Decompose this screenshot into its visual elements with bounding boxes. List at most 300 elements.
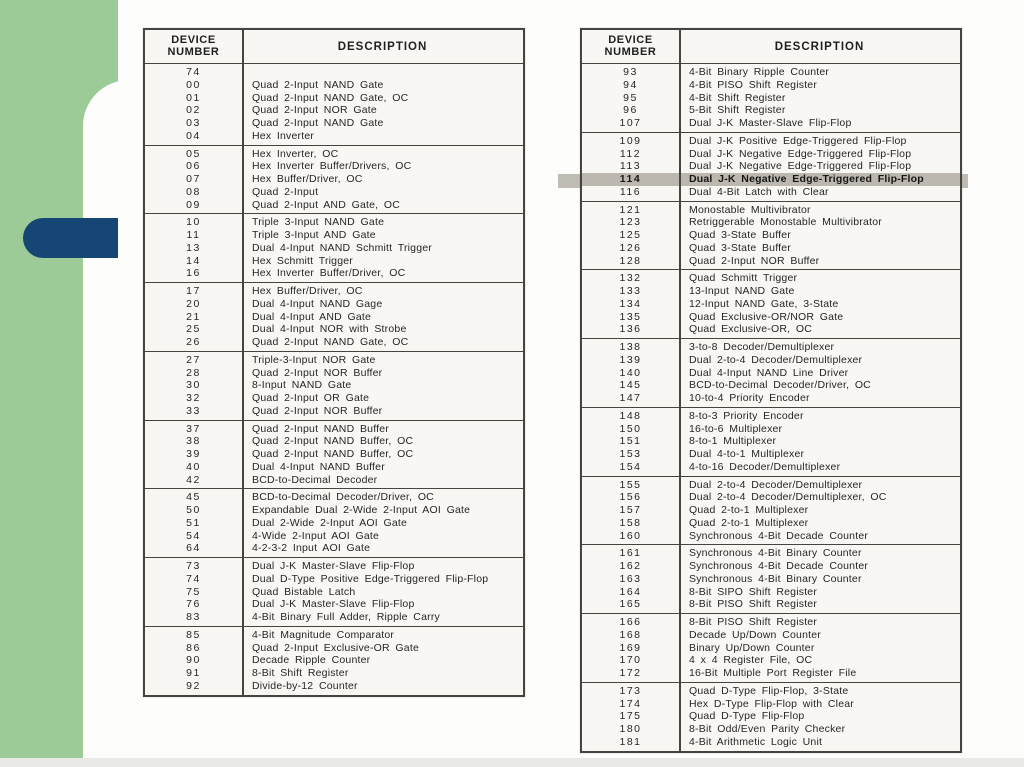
device-number: 160 — [619, 529, 642, 542]
table-row — [145, 435, 523, 448]
device-group — [145, 282, 523, 351]
device-description: Dual D-Type Positive Edge-Triggered Flip-Flop — [252, 572, 489, 585]
device-description: Quad D-Type Flip-Flop, 3-State — [689, 684, 849, 697]
device-description: Quad 2-Input NAND Buffer, OC — [252, 448, 414, 460]
device-description: 8-Input NAND Gate — [252, 379, 352, 392]
device-number: 138 — [619, 341, 642, 353]
device-group — [145, 213, 523, 282]
device-number: 02 — [186, 104, 201, 117]
device-description: 8-to-1 Multiplexer — [689, 435, 777, 448]
table-row — [582, 461, 960, 474]
device-description: Hex Inverter, OC — [252, 147, 339, 160]
table-row — [145, 504, 523, 517]
table-row — [582, 186, 960, 199]
device-description: 8-Bit PISO Shift Register — [689, 598, 818, 611]
device-description: Quad 2-Input NAND Buffer — [252, 422, 390, 435]
table-row — [145, 367, 523, 380]
table-row — [582, 323, 960, 336]
table-row — [145, 560, 523, 573]
device-group — [582, 544, 960, 613]
device-number: 121 — [619, 203, 642, 216]
device-description: Dual J-K Positive Edge-Triggered Flip-Flop — [689, 134, 907, 147]
device-number: 132 — [619, 272, 642, 285]
device-number: 109 — [619, 134, 642, 147]
device-description: Quad 2-Input AND Gate, OC — [252, 198, 401, 211]
device-number: 50 — [186, 504, 201, 516]
device-number: 161 — [619, 547, 642, 560]
device-number: 04 — [186, 129, 201, 142]
device-group — [145, 557, 523, 626]
table-header — [145, 30, 523, 64]
device-description: Retriggerable Monostable Multivibrator — [689, 216, 882, 229]
device-number: 06 — [186, 160, 201, 173]
device-description: Quad 2-Input NOR Buffer — [689, 254, 820, 267]
table-row — [145, 285, 523, 298]
device-number: 166 — [619, 616, 642, 628]
table-row — [145, 323, 523, 336]
device-description: Dual J-K Master-Slave Flip-Flop — [689, 117, 852, 129]
table-row — [582, 272, 960, 285]
device-description: 4-Bit Shift Register — [689, 91, 786, 104]
table-row — [145, 79, 523, 92]
device-description: 8-Bit Shift Register — [252, 667, 349, 679]
table-row — [582, 311, 960, 324]
table-row — [582, 135, 960, 148]
table-row — [582, 173, 960, 186]
table-row — [582, 530, 960, 543]
device-description: Synchronous 4-Bit Binary Counter — [689, 572, 862, 585]
table-row — [145, 66, 523, 79]
table-row — [145, 573, 523, 586]
device-number: 133 — [619, 285, 642, 297]
device-number: 33 — [186, 404, 201, 417]
table-row — [145, 586, 523, 599]
device-number: 125 — [619, 229, 642, 241]
device-number: 169 — [619, 641, 642, 654]
table-row — [582, 667, 960, 680]
description-header: DESCRIPTION — [337, 40, 428, 53]
device-number: 74 — [186, 66, 201, 78]
table-row — [145, 160, 523, 173]
table-row — [145, 311, 523, 324]
device-description: Hex Inverter Buffer/Driver, OC — [252, 267, 406, 280]
table-row — [145, 654, 523, 667]
device-description: Dual 2-to-4 Decoder/Demultiplexer — [689, 478, 863, 491]
device-description: 8-to-3 Priority Encoder — [689, 409, 804, 422]
device-number: 28 — [186, 366, 201, 379]
table-row — [145, 354, 523, 367]
device-number: 162 — [619, 560, 642, 572]
device-description: Dual 4-Input NAND Schmitt Trigger — [252, 241, 432, 254]
device-number: 107 — [619, 117, 642, 129]
table-row — [145, 92, 523, 105]
device-description: Quad 2-Input NAND Buffer, OC — [252, 435, 414, 448]
table-row — [582, 435, 960, 448]
table-row — [582, 547, 960, 560]
device-number: 158 — [619, 516, 642, 529]
device-number: 07 — [186, 173, 201, 185]
device-number: 20 — [186, 297, 201, 310]
device-description: Quad D-Type Flip-Flop — [689, 710, 805, 723]
device-number: 123 — [619, 216, 642, 229]
device-description: Dual J-K Negative Edge-Triggered Flip-Flop — [689, 147, 912, 160]
device-description: Quad 2-Input NOR Buffer — [252, 404, 383, 417]
device-number: 164 — [619, 585, 642, 598]
device-description: 16-to-6 Multiplexer — [689, 422, 783, 435]
device-description: 12-Input NAND Gate, 3-State — [689, 297, 839, 310]
device-description: Quad 2-Input OR Gate — [252, 392, 370, 404]
device-group — [145, 145, 523, 214]
table-row — [145, 117, 523, 130]
table-row — [145, 298, 523, 311]
device-group — [145, 626, 523, 695]
device-number: 85 — [186, 628, 201, 641]
table-row — [145, 186, 523, 199]
table-row — [582, 242, 960, 255]
device-description: BCD-to-Decimal Decoder/Driver, OC — [689, 379, 871, 392]
device-number: 26 — [186, 336, 201, 348]
device-number: 96 — [623, 104, 638, 117]
table-row — [582, 685, 960, 698]
table-row — [145, 336, 523, 349]
device-group — [145, 488, 523, 557]
device-description: Hex D-Type Flip-Flop with Clear — [689, 697, 854, 710]
device-number: 11 — [186, 229, 201, 241]
device-number: 83 — [186, 611, 201, 623]
device-number: 154 — [619, 460, 642, 473]
device-description: Quad 2-Input NOR Buffer — [252, 366, 383, 379]
device-description: Dual 4-Input NAND Buffer — [252, 460, 385, 473]
table-row — [145, 530, 523, 543]
device-group — [582, 269, 960, 338]
table-row — [145, 199, 523, 212]
device-description: Quad 2-to-1 Multiplexer — [689, 516, 809, 529]
table-row — [582, 586, 960, 599]
table-row — [582, 698, 960, 711]
device-description: Dual 4-Input AND Gate — [252, 310, 372, 323]
device-number: 45 — [186, 491, 201, 504]
table-row — [582, 354, 960, 367]
table-row — [145, 598, 523, 611]
device-description: Dual J-K Master-Slave Flip-Flop — [252, 560, 415, 572]
device-number: 08 — [186, 185, 201, 198]
device-description: 8-Bit PISO Shift Register — [689, 616, 818, 628]
device-description: Quad Exclusive-OR, OC — [689, 323, 812, 336]
device-description: Dual 4-to-1 Multiplexer — [689, 448, 805, 460]
table-row — [145, 474, 523, 487]
table-row — [582, 710, 960, 723]
device-number: 39 — [186, 448, 201, 460]
device-description: 4-Bit Arithmetic Logic Unit — [689, 735, 823, 748]
table-row — [582, 379, 960, 392]
device-number: 38 — [186, 435, 201, 448]
device-table-right — [580, 28, 962, 753]
device-number: 126 — [619, 241, 642, 254]
device-group — [582, 613, 960, 682]
device-description: Triple 3-Input AND Gate — [252, 229, 376, 241]
table-row — [582, 616, 960, 629]
device-description: Quad 2-Input NOR Gate — [252, 104, 377, 117]
device-number: 51 — [186, 516, 201, 529]
device-group — [582, 682, 960, 751]
device-number: 150 — [619, 422, 642, 435]
table-row — [582, 92, 960, 105]
device-number: 03 — [186, 117, 201, 129]
table-row — [582, 160, 960, 173]
table-row — [582, 654, 960, 667]
device-number: 114 — [582, 173, 679, 186]
device-description: Quad 2-Input NAND Gate — [252, 78, 384, 91]
column-divider-line — [679, 30, 681, 751]
device-description: 13-Input NAND Gate — [689, 285, 795, 297]
device-number: 90 — [186, 654, 201, 667]
device-number: 151 — [619, 435, 642, 448]
table-row — [145, 229, 523, 242]
device-number: 135 — [619, 310, 642, 323]
device-number: 14 — [186, 254, 201, 267]
device-group — [145, 420, 523, 489]
device-group — [582, 407, 960, 476]
table-row — [145, 491, 523, 504]
device-number: 75 — [186, 585, 201, 598]
device-number: 09 — [186, 198, 201, 211]
device-number: 155 — [619, 478, 642, 491]
device-number: 17 — [186, 285, 201, 297]
device-number: 156 — [619, 491, 642, 504]
table-row — [582, 423, 960, 436]
device-description: Quad 2-Input — [252, 185, 319, 198]
device-description: Quad 2-Input NAND Gate — [252, 117, 384, 129]
table-row — [582, 255, 960, 268]
device-description: Quad Bistable Latch — [252, 585, 356, 598]
device-number: 92 — [186, 679, 201, 692]
table-row — [145, 461, 523, 474]
device-number: 170 — [619, 654, 642, 667]
device-description: Synchronous 4-Bit Decade Counter — [689, 560, 869, 572]
description-header: DESCRIPTION — [774, 40, 865, 53]
device-number: 175 — [619, 710, 642, 723]
device-number: 21 — [186, 310, 201, 323]
device-description: Hex Inverter Buffer/Drivers, OC — [252, 160, 412, 173]
device-description: 4-Wide 2-Input AOI Gate — [252, 529, 380, 542]
device-group — [582, 201, 960, 270]
device-number: 76 — [186, 598, 201, 611]
device-description: Dual 4-Input NAND Gage — [252, 297, 383, 310]
table-row — [582, 560, 960, 573]
device-description: Monostable Multivibrator — [689, 203, 811, 216]
device-description: 4-2-3-2 Input AOI Gate — [252, 542, 371, 555]
device-description: Dual 2-to-4 Decoder/Demultiplexer, OC — [689, 491, 887, 504]
device-group — [582, 338, 960, 407]
device-description: Quad 2-Input NAND Gate, OC — [252, 91, 409, 104]
table-row — [582, 504, 960, 517]
table-row — [582, 367, 960, 380]
table-row — [145, 629, 523, 642]
device-number-header: DEVICE NUMBER — [167, 34, 220, 58]
device-number: 180 — [619, 723, 642, 735]
device-number: 37 — [186, 422, 201, 435]
table-row — [582, 216, 960, 229]
table-row — [582, 148, 960, 161]
bottom-bar-decoration — [0, 758, 1024, 767]
device-number: 172 — [619, 667, 642, 679]
device-description: Triple 3-Input NAND Gate — [252, 216, 385, 229]
table-row — [145, 448, 523, 461]
table-row — [582, 629, 960, 642]
table-row — [145, 642, 523, 655]
device-description: Dual 4-Input NAND Line Driver — [689, 366, 849, 379]
device-number: 181 — [619, 735, 642, 748]
device-number: 13 — [186, 241, 201, 254]
device-number: 32 — [186, 392, 201, 404]
device-number: 93 — [623, 66, 638, 78]
device-number: 91 — [186, 667, 201, 679]
device-description: 10-to-4 Priority Encoder — [689, 392, 810, 404]
device-number: 00 — [186, 78, 201, 91]
table-row — [145, 267, 523, 280]
device-description: Dual 2-to-4 Decoder/Demultiplexer — [689, 353, 863, 366]
device-description: Synchronous 4-Bit Binary Counter — [689, 547, 862, 560]
device-description: 8-Bit Odd/Even Parity Checker — [689, 723, 846, 735]
device-number: 147 — [619, 392, 642, 404]
device-number: 25 — [186, 323, 201, 336]
table-row — [582, 479, 960, 492]
blue-pill-decoration — [23, 218, 118, 258]
device-number: 145 — [619, 379, 642, 392]
table-row — [145, 405, 523, 418]
table-row — [145, 130, 523, 143]
table-row — [145, 148, 523, 161]
table-row — [582, 117, 960, 130]
table-row — [582, 392, 960, 405]
table-row — [145, 517, 523, 530]
device-number: 173 — [619, 684, 642, 697]
table-row — [145, 423, 523, 436]
device-description: Dual J-K Negative Edge-Triggered Flip-Flop — [689, 160, 912, 173]
device-description: Binary Up/Down Counter — [689, 641, 815, 654]
device-number: 128 — [619, 254, 642, 267]
table-row — [582, 448, 960, 461]
device-number: 05 — [186, 147, 201, 160]
device-number: 163 — [619, 572, 642, 585]
device-description — [242, 66, 523, 79]
device-description: Quad 2-Input NAND Gate, OC — [252, 336, 409, 348]
device-description: 4-to-16 Decoder/Demultiplexer — [689, 460, 841, 473]
device-number: 30 — [186, 379, 201, 392]
table-row — [582, 573, 960, 586]
device-description: Quad 3-State Buffer — [689, 229, 791, 241]
device-number: 168 — [619, 628, 642, 641]
device-description: Quad 2-to-1 Multiplexer — [689, 504, 809, 516]
device-description: 3-to-8 Decoder/Demultiplexer — [689, 341, 835, 353]
table-row — [145, 379, 523, 392]
device-group — [145, 64, 523, 145]
device-description: 5-Bit Shift Register — [689, 104, 786, 117]
table-row — [145, 611, 523, 624]
device-description: Decade Ripple Counter — [252, 654, 371, 667]
device-number-header: DEVICE NUMBER — [604, 34, 657, 58]
device-description: 8-Bit SIPO Shift Register — [689, 585, 818, 598]
device-number: 174 — [619, 697, 642, 710]
device-group — [582, 476, 960, 545]
device-description: Synchronous 4-Bit Decade Counter — [689, 529, 869, 542]
table-row — [145, 255, 523, 268]
device-description: Dual 4-Input NOR with Strobe — [252, 323, 407, 336]
table-row — [582, 598, 960, 611]
device-number: 94 — [623, 78, 638, 91]
device-description: 16-Bit Multiple Port Register File — [689, 667, 857, 679]
device-number: 64 — [186, 542, 201, 555]
device-description: Quad Schmitt Trigger — [689, 272, 798, 285]
table-row — [145, 392, 523, 405]
table-row — [145, 216, 523, 229]
device-description: Hex Buffer/Driver, OC — [252, 173, 363, 185]
device-description: 4 x 4 Register File, OC — [689, 654, 813, 667]
device-table-left — [143, 28, 525, 697]
table-row — [582, 79, 960, 92]
device-description: Quad Exclusive-OR/NOR Gate — [689, 310, 844, 323]
device-number: 10 — [186, 216, 201, 229]
device-description: Dual 4-Bit Latch with Clear — [689, 185, 829, 198]
table-row — [582, 723, 960, 736]
device-description: 4-Bit Binary Full Adder, Ripple Carry — [252, 611, 440, 623]
device-description: Dual J-K Master-Slave Flip-Flop — [252, 598, 415, 611]
device-description: Dual 2-Wide 2-Input AOI Gate — [252, 516, 408, 529]
device-description: BCD-to-Decimal Decoder/Driver, OC — [252, 491, 434, 504]
device-group — [145, 351, 523, 420]
table-row — [582, 204, 960, 217]
table-row — [582, 104, 960, 117]
device-number: 74 — [186, 572, 201, 585]
device-description: Dual J-K Negative Edge-Triggered Flip-Flop — [679, 173, 960, 186]
device-number: 01 — [186, 91, 201, 104]
device-group — [582, 132, 960, 201]
column-divider-line — [242, 30, 244, 695]
device-number: 86 — [186, 641, 201, 654]
device-description: Quad 2-Input Exclusive-OR Gate — [252, 641, 419, 654]
table-row — [582, 285, 960, 298]
table-row — [145, 242, 523, 255]
device-description: Expandable Dual 2-Wide 2-Input AOI Gate — [252, 504, 471, 516]
table-row — [582, 66, 960, 79]
device-number: 73 — [186, 560, 201, 572]
device-number: 165 — [619, 598, 642, 611]
table-row — [145, 680, 523, 693]
device-number: 16 — [186, 267, 201, 280]
table-row — [582, 298, 960, 311]
device-number: 134 — [619, 297, 642, 310]
device-number: 27 — [186, 353, 201, 366]
device-number: 136 — [619, 323, 642, 336]
table-row — [582, 229, 960, 242]
device-number: 116 — [619, 185, 642, 198]
device-number: 112 — [619, 147, 642, 160]
table-row — [145, 542, 523, 555]
device-number: 153 — [619, 448, 642, 460]
device-number: 42 — [186, 473, 201, 486]
device-number: 40 — [186, 460, 201, 473]
device-description: BCD-to-Decimal Decoder — [252, 473, 378, 486]
table-row — [582, 517, 960, 530]
device-description: 4-Bit PISO Shift Register — [689, 78, 818, 91]
device-description: Quad 3-State Buffer — [689, 241, 791, 254]
device-description: Triple-3-Input NOR Gate — [252, 353, 376, 366]
table-row — [582, 642, 960, 655]
device-number: 140 — [619, 366, 642, 379]
device-description: Hex Schmitt Trigger — [252, 254, 353, 267]
table-row — [145, 104, 523, 117]
device-number: 157 — [619, 504, 642, 516]
